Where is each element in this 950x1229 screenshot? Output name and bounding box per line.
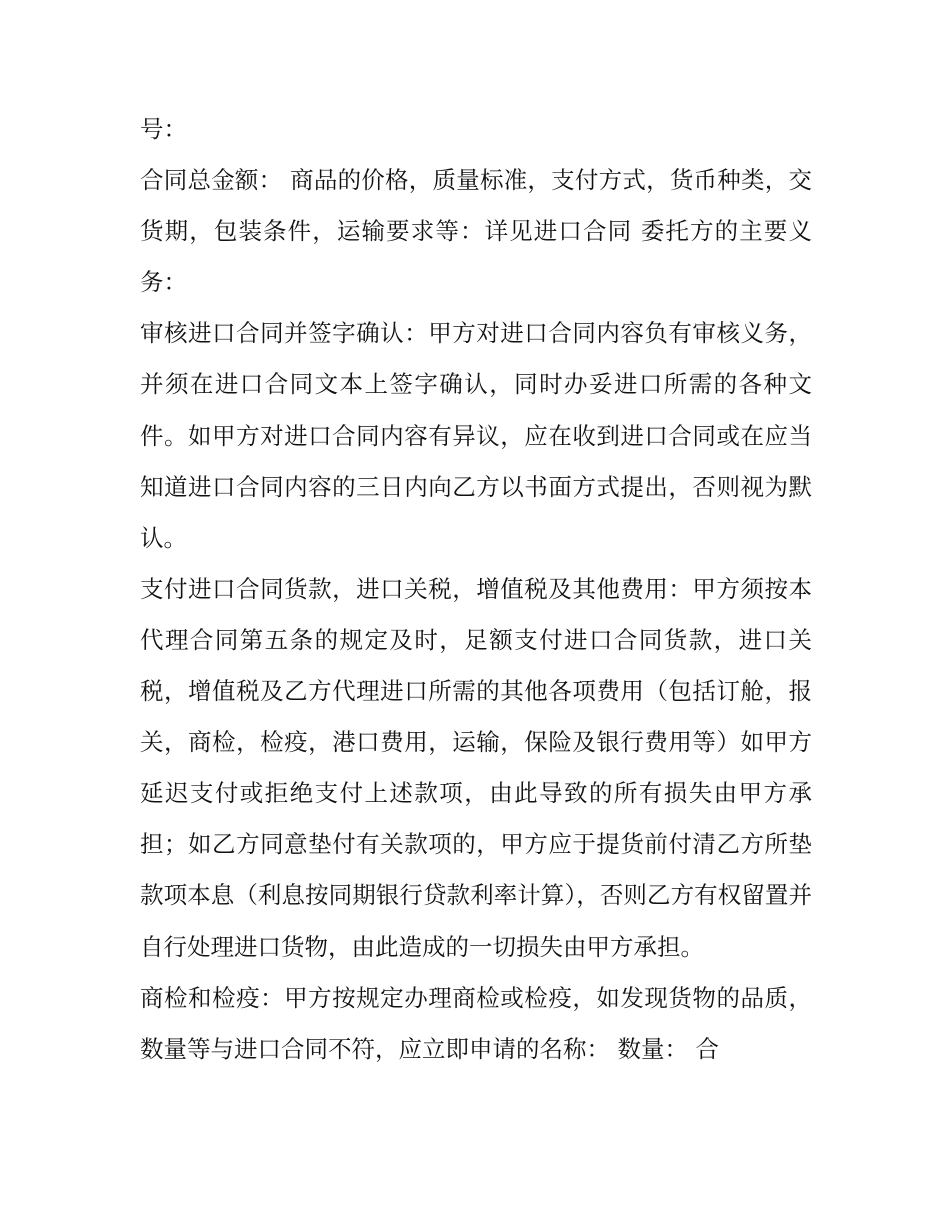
paragraph-inspection: 商检和检疫：甲方按规定办理商检或检疫，如发现货物的品质，数量等与进口合同不符，应立即申请的名称： 数量： 合 (140, 983, 812, 1063)
paragraph-review-contract: 审核进口合同并签字确认：甲方对进口合同内容负有审核义务，并须在进口合同文本上签字确认，同时办妥进口所需的各种文件。如甲方对进口合同内容有异议，应在收到进口合同或在应当知道进口合同内容的三日内向乙方以书面方式提出，否则视为默认。 (140, 319, 812, 552)
document-body (140, 104, 812, 1075)
paragraph-total-amount: 合同总金额： 商品的价格，质量标准，支付方式，货币种类，交货期，包装条件，运输要求等：详见进口合同 委托方的主要义务： (140, 166, 812, 297)
paragraph-number-label: 号： (140, 115, 187, 143)
paragraph-payment: 支付进口合同货款，进口关税，增值税及其他费用：甲方须按本代理合同第五条的规定及时，足额支付进口合同货款，进口关税，增值税及乙方代理进口所需的其他各项费用（包括订舱，报关，商检，检疫，港口费用，运输，保险及银行费用等）如甲方延迟支付或拒绝支付上述款项，由此导致的所有损失由甲方承担；如乙方同意垫付有关款项的，甲方应于提货前付清乙方所垫款项本息（利息按同期银行贷款利率计算），否则乙方有权留置并自行处理进口货物，由此造成的一切损失由甲方承担。 (140, 574, 812, 961)
